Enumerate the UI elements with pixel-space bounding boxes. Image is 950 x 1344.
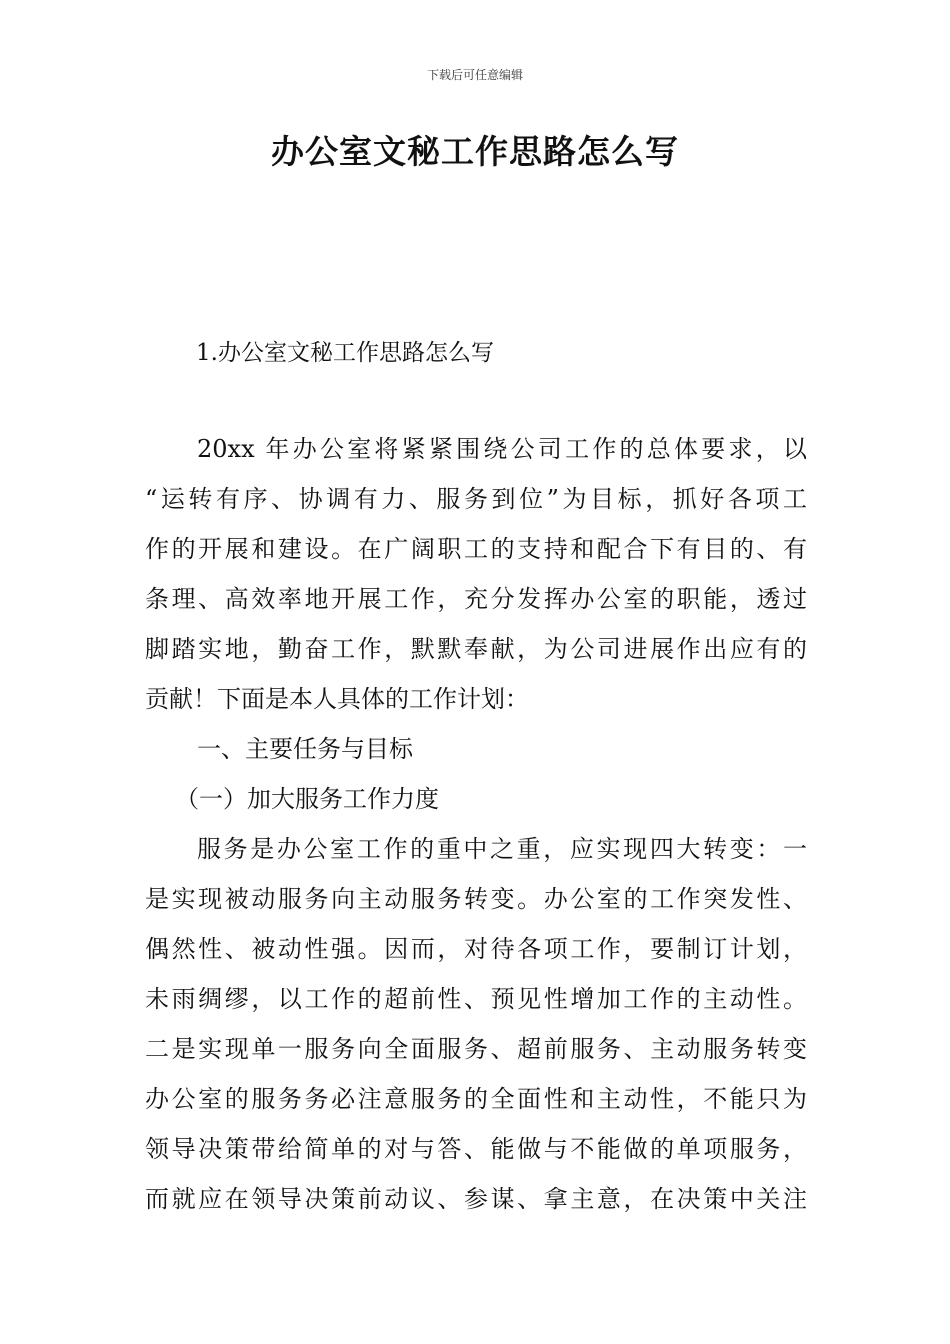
text-line: 贡献！下面是本人具体的工作计划： [145,685,529,713]
text-line: 偶然性、被动性强。因而，对待各项工作，要制订计划， [145,935,807,963]
paragraph-1 [145,424,807,724]
text-line: 服务是办公室工作的重中之重，应实现四大转变：一 [197,835,807,863]
text-line: 未雨绸缪，以工作的超前性、预见性增加工作的主动性。 [145,985,807,1013]
heading-level-2: （一）加大服务工作力度 [175,785,439,813]
text-line: 而就应在领导决策前动议、参谋、拿主意，在决策中关注 [145,1185,807,1213]
heading-level-1: 一、主要任务与目标 [197,735,413,763]
header-note: 下载后可任意编辑 [426,68,523,82]
text-line: 脚踏实地，勤奋工作，默默奉献，为公司进展作出应有的 [145,635,807,663]
section-heading: 1.办公室文秘工作思路怎么写 [196,340,494,366]
text-line: 领导决策带给简单的对与答、能做与不能做的单项服务， [145,1135,807,1163]
text-line: 是实现被动服务向主动服务转变。办公室的工作突发性、 [145,885,807,913]
text-line: 二是实现单一服务向全面服务、超前服务、主动服务转变 [145,1035,807,1063]
text-line: “运转有序、协调有力、服务到位”为目标，抓好各项工 [145,485,807,513]
document-title: 办公室文秘工作思路怎么写 [271,132,679,171]
text-line: 办公室的服务务必注意服务的全面性和主动性，不能只为 [145,1085,807,1113]
text-line: 作的开展和建设。在广阔职工的支持和配合下有目的、有 [145,535,807,563]
paragraph-2 [145,824,807,1224]
text-line: 20xx 年办公室将紧紧围绕公司工作的总体要求，以 [197,435,807,463]
document-body [145,424,807,1224]
text-line: 条理、高效率地开展工作，充分发挥办公室的职能，透过 [145,585,807,613]
